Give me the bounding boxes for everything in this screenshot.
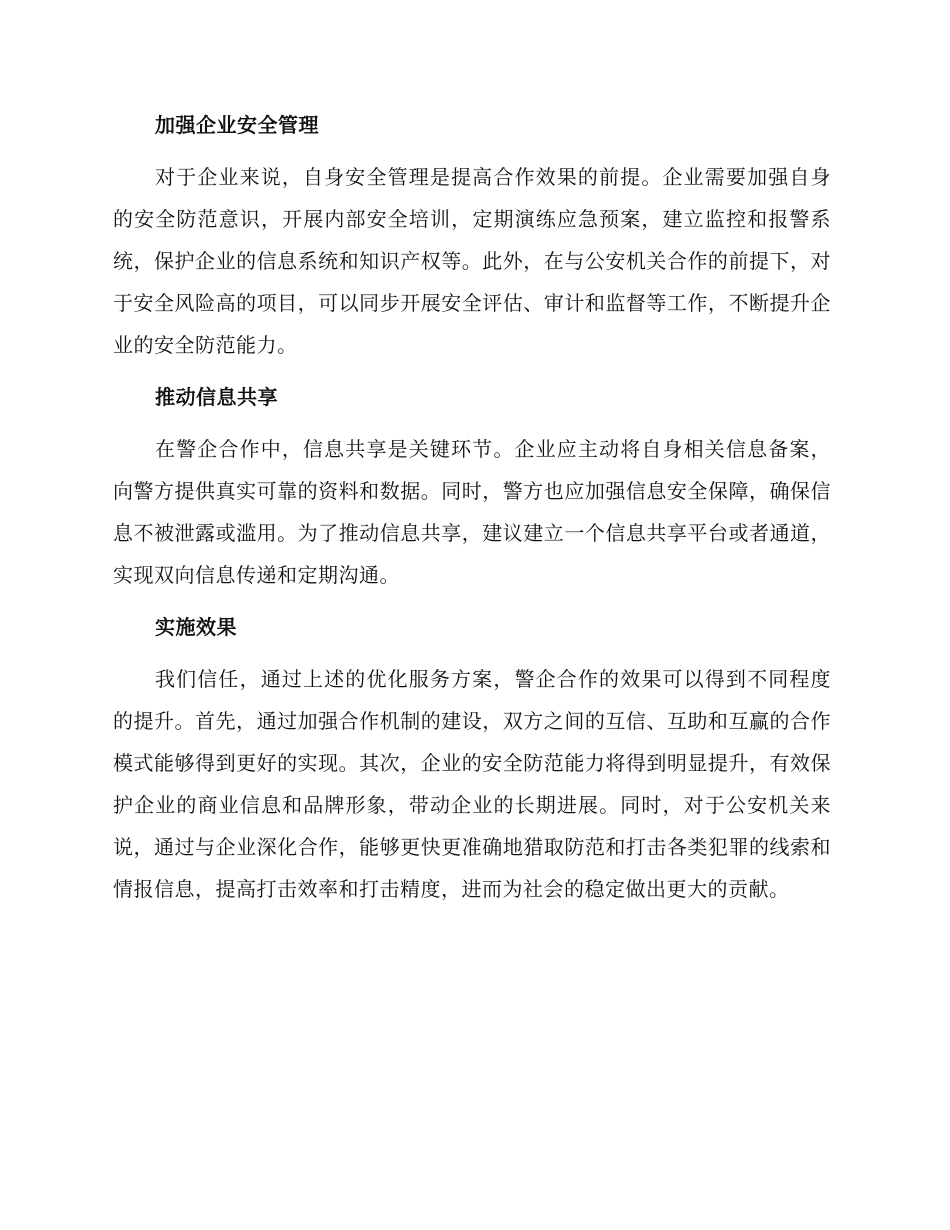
section-heading-information-sharing: 推动信息共享: [155, 385, 278, 409]
section-heading-implementation-effect: 实施效果: [155, 615, 237, 639]
section-body-implementation-effect: 我们信任，通过上述的优化服务方案，警企合作的效果可以得到不同程度的提升。首先，通过加强合作机制的建设，双方之间的互信、互助和互赢的合作模式能够得到更好的实现。其次，企业的安全防范能力将得到明显提升，有效保护企业的商业信息和品牌形象，带动企业的长期进展。同时，对于公安机关来说，通过与企业深化合作，能够更快更准确地猎取防范和打击各类犯罪的线索和情报信息，提高打击效率和打击精度，进而为社会的稳定做出更大的贡献。: [113, 667, 831, 901]
section-heading-security-management: 加强企业安全管理: [155, 113, 319, 137]
section-body-information-sharing: 在警企合作中，信息共享是关键环节。企业应主动将自身相关信息备案，向警方提供真实可靠的资料和数据。同时，警方也应加强信息安全保障，确保信息不被泄露或滥用。为了推动信息共享，建议建立一个信息共享平台或者通道，实现双向信息传递和定期沟通。: [113, 437, 831, 587]
document-page: [113, 104, 831, 920]
section-body-security-management: 对于企业来说，自身安全管理是提高合作效果的前提。企业需要加强自身的安全防范意识，开展内部安全培训，定期演练应急预案，建立监控和报警系统，保护企业的信息系统和知识产权等。此外，在与公安机关合作的前提下，对于安全风险高的项目，可以同步开展安全评估、审计和监督等工作，不断提升企业的安全防范能力。: [113, 165, 831, 357]
